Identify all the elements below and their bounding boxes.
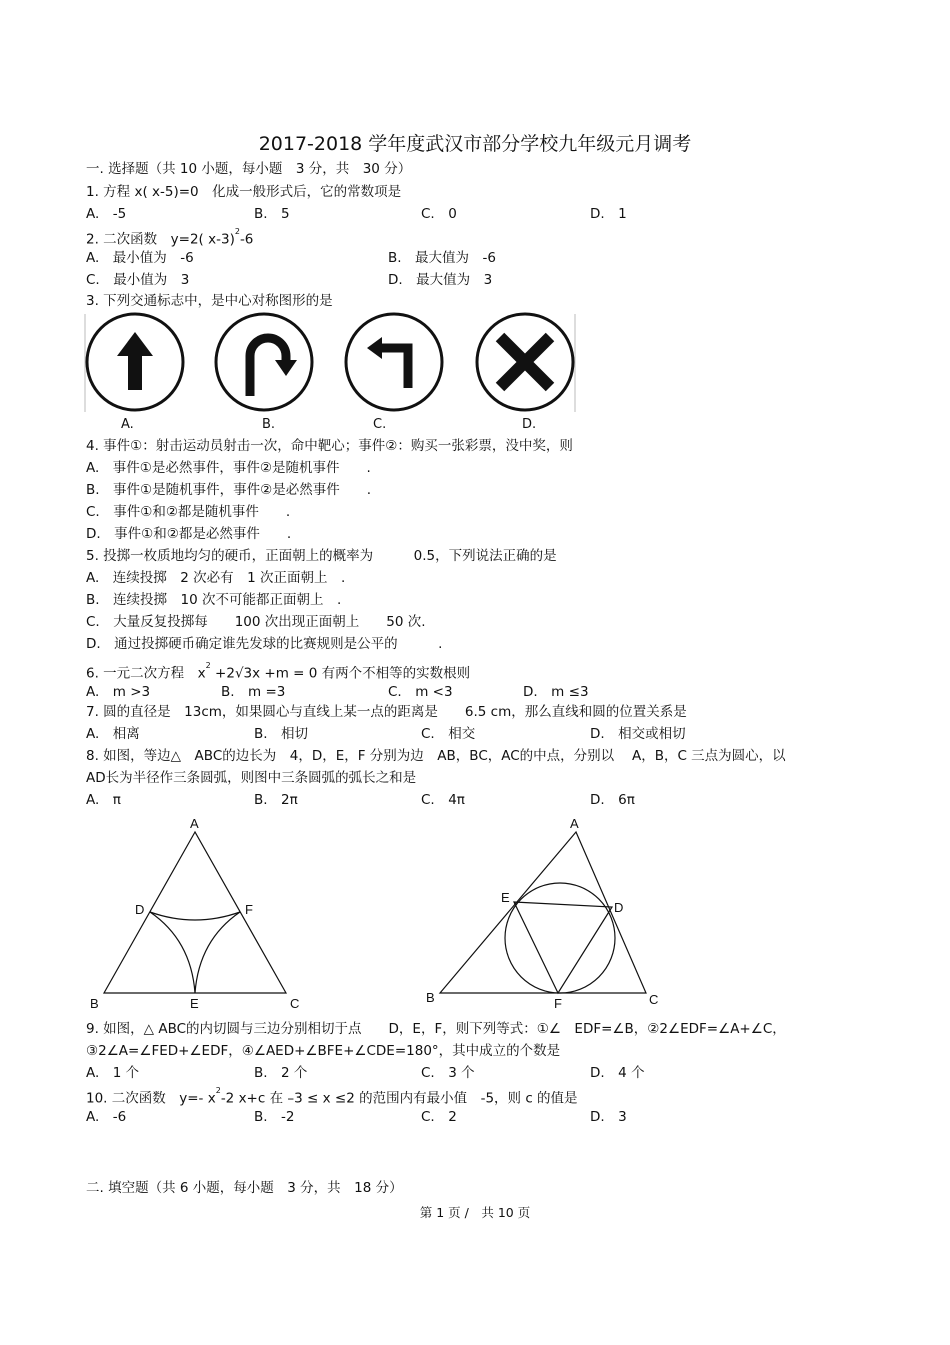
- question-10-stem: [86, 1086, 578, 1108]
- q7-option-d: D. 相交或相切: [590, 726, 686, 742]
- question-4-stem: 4. 事件①：射击运动员射击一次，命中靶心；事件②：购买一张彩票，没中奖，则: [86, 438, 573, 454]
- q5-option-c: C. 大量反复投掷每 100 次出现正面朝上 50 次.: [86, 614, 426, 630]
- sign-label-c: C.: [373, 417, 387, 432]
- q2-stem-main: 2. 二次函数 y=2( x-3): [86, 231, 235, 248]
- q1-option-a: A. -5: [86, 206, 127, 222]
- fig1-label-e: E: [190, 996, 199, 1011]
- q10-stem-a: 10. 二次函数 y=- x: [86, 1090, 216, 1107]
- q1-option-b: B. 5: [254, 206, 290, 222]
- q6-option-c: C. m <3: [388, 684, 453, 700]
- q9-option-d: D. 4 个: [590, 1065, 645, 1081]
- fig1-label-d: D: [135, 902, 145, 917]
- q2-option-a: A. 最小值为 -6: [86, 250, 194, 266]
- fig2-label-f: F: [554, 996, 562, 1011]
- traffic-signs-figure: [84, 312, 579, 414]
- q10-option-c: C. 2: [421, 1109, 457, 1125]
- figure-incircle-triangle: [426, 816, 658, 1011]
- sign-label-b: B.: [262, 417, 276, 432]
- q6-stem-a: 6. 一元二次方程 x: [86, 665, 206, 682]
- q6-option-d: D. m ≤3: [523, 684, 589, 700]
- figure-triangle-arcs: [90, 816, 299, 1011]
- fig2-label-c: C: [649, 992, 659, 1007]
- q2-option-d: D. 最大值为 3: [388, 272, 493, 288]
- q10-option-d: D. 3: [590, 1109, 627, 1125]
- sign-d-x-icon: [477, 314, 573, 410]
- question-9-stem-line1: 9. 如图，△ ABC的内切圆与三边分别相切于点 D，E，F，则下列等式：①∠ EDF=∠B，②2∠EDF=∠A+∠C，: [86, 1021, 786, 1037]
- fig2-label-e: E: [501, 890, 510, 905]
- q7-option-c: C. 相交: [421, 726, 476, 742]
- q9-option-c: C. 3 个: [421, 1065, 475, 1081]
- q5-option-b: B. 连续投掷 10 次不可能都正面朝上 .: [86, 592, 342, 608]
- fig1-label-f: F: [245, 902, 253, 917]
- fig2-label-a: A: [570, 816, 579, 831]
- question-5-stem: 5. 投掷一枚质地均匀的硬币，正面朝上的概率为 0.5，下列说法正确的是: [86, 548, 557, 564]
- section-heading-fill-in: 二. 填空题（共 6 小题，每小题 3 分，共 18 分）: [86, 1180, 403, 1196]
- q8-option-a: A. π: [86, 792, 121, 808]
- q6-option-a: A. m >3: [86, 684, 151, 700]
- q4-option-a: A. 事件①是必然事件，事件②是随机事件 .: [86, 460, 371, 476]
- fig2-label-b: B: [426, 990, 435, 1005]
- geometry-figures: [80, 810, 880, 1020]
- q10-option-b: B. -2: [254, 1109, 295, 1125]
- question-8-stem-line2: AD长为半径作三条圆弧，则图中三条圆弧的弧长之和是: [86, 770, 417, 786]
- q7-option-a: A. 相离: [86, 726, 140, 742]
- q2-option-c: C. 最小值为 3: [86, 272, 190, 288]
- q9-option-a: A. 1 个: [86, 1065, 140, 1081]
- fig1-label-c: C: [290, 996, 300, 1011]
- page-title: 2017-2018 学年度武汉市部分学校九年级元月调考: [258, 133, 692, 155]
- q7-option-b: B. 相切: [254, 726, 309, 742]
- q6-stem-b: +2√3x +m = 0 有两个不相等的实数根则: [210, 665, 471, 682]
- sign-a-up-arrow-icon: [87, 314, 183, 410]
- question-8-stem-line1: 8. 如图，等边△ ABC的边长为 4，D，E，F 分别为边 AB，BC，AC的中点，分别以 A，B，C 三点为圆心，以: [86, 748, 786, 764]
- q8-option-d: D. 6π: [590, 792, 635, 808]
- q4-option-d: D. 事件①和②都是必然事件 .: [86, 526, 292, 542]
- fig1-label-a: A: [190, 816, 199, 831]
- q10-stem-b: -2 x+c 在 –3 ≤ x ≤2 的范围内有最小值 -5，则 c 的值是: [220, 1090, 578, 1107]
- section-heading-choice: 一. 选择题（共 10 小题，每小题 3 分，共 30 分）: [86, 161, 412, 177]
- q6-option-b: B. m =3: [221, 684, 286, 700]
- sign-label-a: A.: [121, 417, 134, 432]
- question-3-stem: 3. 下列交通标志中，是中心对称图形的是: [86, 293, 333, 309]
- q8-option-c: C. 4π: [421, 792, 465, 808]
- q1-option-d: D. 1: [590, 206, 627, 222]
- question-2-stem: [86, 227, 253, 249]
- q4-option-c: C. 事件①和②都是随机事件 .: [86, 504, 291, 520]
- q5-option-d: D. 通过投掷硬币确定谁先发球的比赛规则是公平的 .: [86, 636, 443, 652]
- fig2-label-d: D: [614, 900, 624, 915]
- question-7-stem: 7. 圆的直径是 13cm，如果圆心与直线上某一点的距离是 6.5 cm，那么直线和圆的位置关系是: [86, 704, 687, 720]
- q2-exponent: 2: [234, 227, 240, 236]
- question-6-stem: [86, 661, 470, 683]
- q9-option-b: B. 2 个: [254, 1065, 308, 1081]
- q10-exponent: 2: [215, 1086, 221, 1095]
- sign-b-u-turn-icon: [216, 314, 312, 410]
- q2-stem-tail: -6: [239, 231, 254, 248]
- q10-option-a: A. -6: [86, 1109, 127, 1125]
- q2-option-b: B. 最大值为 -6: [388, 250, 497, 266]
- sign-label-d: D.: [522, 417, 537, 432]
- question-9-stem-line2: ③2∠A=∠FED+∠EDF，④∠AED+∠BFE+∠CDE=180°，其中成立的个数是: [86, 1043, 561, 1059]
- q5-option-a: A. 连续投掷 2 次必有 1 次正面朝上 .: [86, 570, 346, 586]
- page-footer: 第 1 页 / 共 10 页: [419, 1205, 531, 1220]
- question-1-stem: 1. 方程 x( x-5)=0 化成一般形式后，它的常数项是: [86, 184, 402, 200]
- fig1-label-b: B: [90, 996, 99, 1011]
- q6-exponent: 2: [205, 661, 211, 670]
- sign-c-left-turn-icon: [346, 314, 442, 410]
- q1-option-c: C. 0: [421, 206, 457, 222]
- q8-option-b: B. 2π: [254, 792, 298, 808]
- q4-option-b: B. 事件①是随机事件，事件②是必然事件 .: [86, 482, 372, 498]
